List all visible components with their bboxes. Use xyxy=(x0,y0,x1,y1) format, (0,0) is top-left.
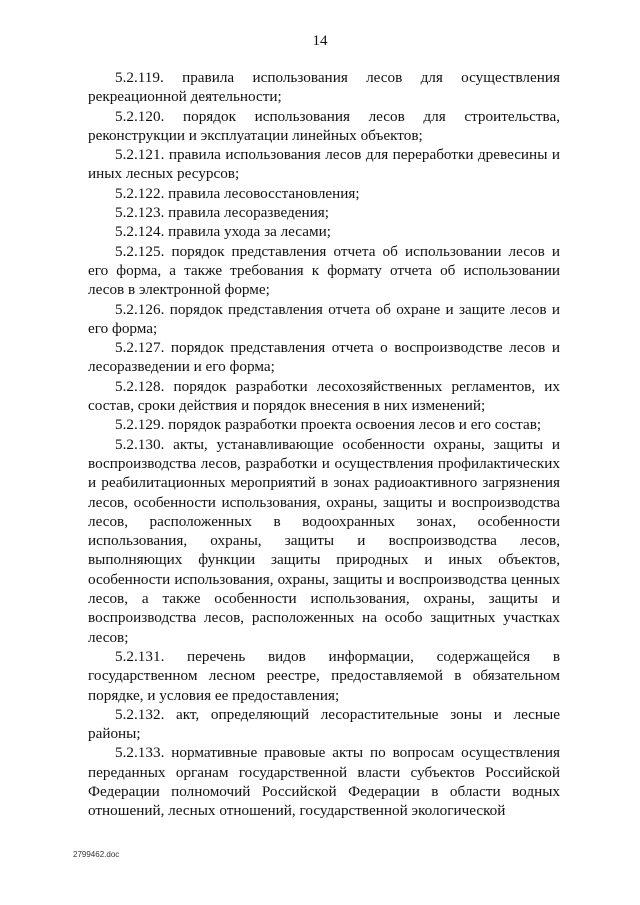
paragraph-5-2-133: 5.2.133. нормативные правовые акты по вопросам осуществления переданных органам государственной власти субъектов Российской Федерации полномочий Российской Федерации в области водных отношений, лесных отношений, государственной экологической xyxy=(88,744,560,820)
paragraph-5-2-124: 5.2.124. правила ухода за лесами; xyxy=(115,223,331,241)
paragraph-5-2-125: 5.2.125. порядок представления отчета об использовании лесов и его форма, а также требования к формату отчета об использовании лесов в электронной форме; xyxy=(88,242,560,299)
paragraph-5-2-131: 5.2.131. перечень видов информации, содержащейся в государственном лесном реестре, предоставляемой в обязательном порядке, и условия ее предоставления; xyxy=(88,647,560,704)
paragraph-5-2-121: 5.2.121. правила использования лесов для переработки древесины и иных лесных ресурсов; xyxy=(88,146,560,183)
paragraph-5-2-123: 5.2.123. правила лесоразведения; xyxy=(115,204,329,222)
paragraph-5-2-119: 5.2.119. правила использования лесов для осуществления рекреационной деятельности; xyxy=(88,69,560,106)
paragraph-5-2-130: 5.2.130. акты, устанавливающие особенности охраны, защиты и воспроизводства лесов, разработки и осуществления профилактических и реабилитационных мероприятий в зонах радиоактивного загрязнения лесов, особенности использования, охраны, защиты и воспроизводства лесов, расположенных в водоохранных зонах, особенности использования, охраны, защиты и воспроизводства лесов, выполняющих функции защиты природных и иных объектов, особенности использования, охраны, защиты и воспроизводства ценных лесов, а также особенности использования, охраны, защиты и воспроизводства лесов, расположенных на особо защитных участках лесов; xyxy=(88,435,560,646)
paragraph-5-2-129: 5.2.129. порядок разработки проекта освоения лесов и его состав; xyxy=(115,416,542,434)
footer-file-code: 2799462.doc xyxy=(73,850,120,859)
page-number: 14 xyxy=(312,33,328,49)
paragraph-5-2-120: 5.2.120. порядок использования лесов для строительства, реконструкции и эксплуатации линейных объектов; xyxy=(88,107,560,144)
document-body xyxy=(88,68,560,821)
paragraph-5-2-122: 5.2.122. правила лесовосстановления; xyxy=(115,184,360,202)
paragraph-5-2-126: 5.2.126. порядок представления отчета об охране и защите лесов и его форма; xyxy=(88,300,560,337)
paragraph-5-2-127: 5.2.127. порядок представления отчета о воспроизводстве лесов и лесоразведении и его форма; xyxy=(88,339,560,376)
paragraph-5-2-132: 5.2.132. акт, определяющий лесорастительные зоны и лесные районы; xyxy=(88,705,560,743)
paragraph-5-2-128: 5.2.128. порядок разработки лесохозяйственных регламентов, их состав, сроки действия и порядок внесения в них изменений; xyxy=(88,377,560,415)
